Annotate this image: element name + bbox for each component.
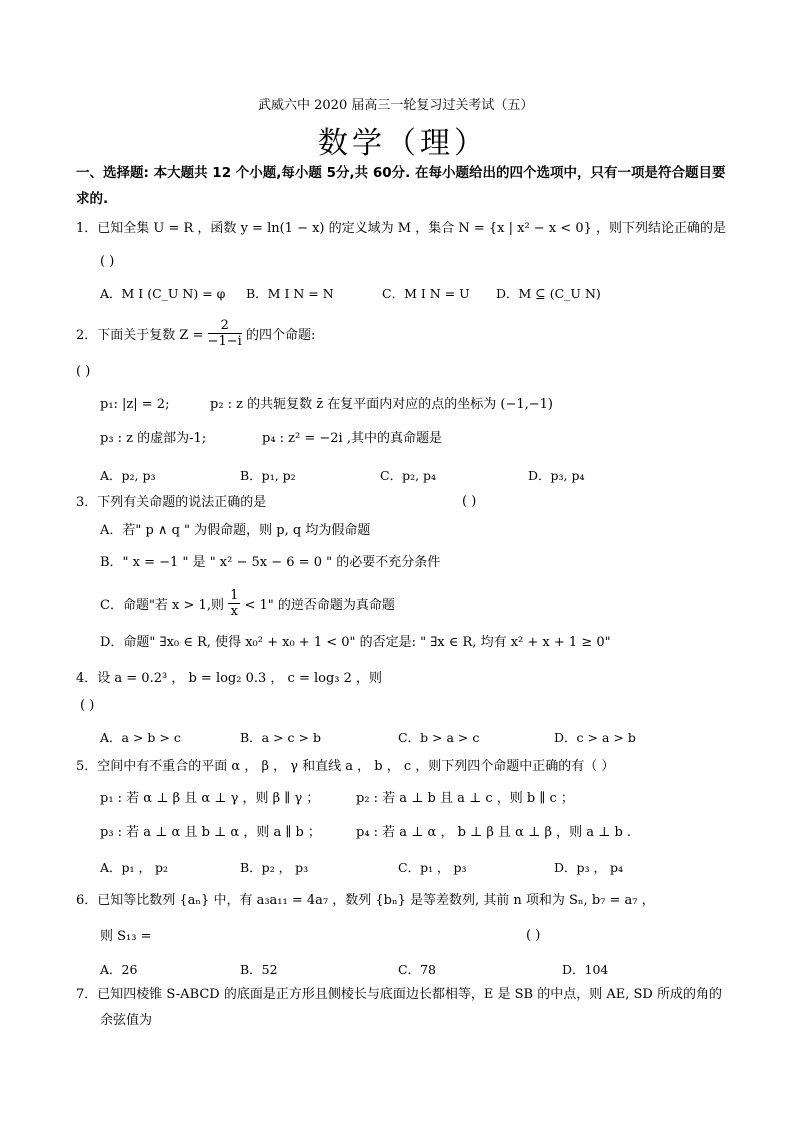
section-heading: 一、选择题: 本大题共 12 个小题,每小题 5分,共 60分. 在每小题给出的四个选项中，只有一项是符合题目要求的. [76,165,726,207]
q2-fraction [208,318,242,349]
q6-option-d: D．104 [562,962,609,977]
exam-title: 数学（理） [318,126,488,161]
q5-option-b: B．p₂ ， p₃ [240,860,309,875]
q5-prop-p3: p₃ : 若 a ⊥ α 且 b ⊥ α ，则 a ∥ b ； [100,825,321,840]
q3-option-c [100,588,395,619]
q2-option-c: C．p₂, p₄ [380,468,437,483]
q2-prop-p2: p₂ : z 的共轭复数 z̄ 在复平面内对应的点的坐标为 (−1,−1) [210,397,554,412]
q4-stem: 4．设 a = 0.2³ ， b = log₂ 0.3 ， c = log₃ 2 ，则 [76,671,383,686]
q2-option-b: B．p₁, p₂ [240,468,296,483]
q4-option-c: C．b > a > c [398,730,480,745]
q1-option-a: A．M I (C_U N) = φ [100,286,226,301]
q3-option-c-fraction [228,588,240,619]
q2-prop-p1: p₁: |z| = 2; [100,397,170,412]
q6-option-c: C．78 [398,962,436,977]
q5-prop-p1: p₁ : 若 α ⊥ β 且 α ⊥ γ ，则 β ∥ γ ； [100,791,320,806]
q5-option-c: C．p₁ ， p₃ [398,860,467,875]
q6-option-b: B．52 [240,962,278,977]
q1-answer-paren: ( ) [100,254,115,269]
q1-stem: 1．已知全集 U = R ，函数 y = ln(1 − x) 的定义域为 M ，集合 N = {x | x² − x < 0} ，则下列结论正确的是 [76,221,726,236]
q1-option-b: B．M I N = N [246,286,334,301]
q5-option-d: D．p₃ ， p₄ [554,860,623,875]
q6-stem: 6．已知等比数列 {aₙ} 中，有 a₃a₁₁ = 4a₇ ，数列 {bₙ} 是等差数列, 其前 n 项和为 Sₙ, b₇ = a₇ ， [76,893,655,908]
q3-option-c-pre: C．命题"若 x > 1,则 [100,598,224,613]
q3-option-c-post: < 1" 的逆否命题为真命题 [244,598,395,613]
q5-prop-p2: p₂ : 若 a ⊥ b 且 a ⊥ c ，则 b ∥ c ； [356,791,574,806]
q3-option-a: A．若" p ∧ q " 为假命题，则 p, q 均为假命题 [100,523,371,538]
q5-stem: 5．空间中有不重合的平面 α ， β ， γ 和直线 a ， b ， c ，则下列四个命题中正确的有（ ） [76,759,615,774]
q3-option-b: B．" x = −1 " 是 " x² − 5x − 6 = 0 " 的必要不充分条件 [100,555,441,570]
q1-option-d: D．M ⊆ (C_U N) [496,286,601,301]
q4-option-a: A．a > b > c [100,730,181,745]
q5-prop-p4: p₄ : 若 a ⊥ α ， b ⊥ β 且 α ⊥ β ，则 a ⊥ b . [356,825,632,840]
q2-answer-paren: ( ) [76,364,91,379]
q6-stem-line2: 则 S₁₃ = [100,929,152,944]
q2-option-d: D．p₃, p₄ [528,468,585,483]
q7-stem: 7．已知四棱锥 S-ABCD 的底面是正方形且侧棱长与底面边长都相等，E 是 SB 的中点，则 AE, SD 所成的角的 [76,987,722,1002]
q6-option-a: A．26 [100,962,138,977]
q5-option-a: A．p₁ ， p₂ [100,860,168,875]
q3-answer-paren: ( ) [462,494,477,509]
q2-stem [76,318,315,349]
q2-numerator: 2 [208,318,242,334]
q3-option-c-numerator: 1 [230,588,239,603]
q2-prop-p3: p₃ : z 的虚部为-1; [100,431,207,446]
q7-stem-line2: 余弦值为 [100,1013,153,1028]
q2-stem-pre: 2．下面关于复数 Z = [76,328,204,343]
q4-option-d: D．c > a > b [554,730,636,745]
q3-option-d: D．命题" ∃x₀ ∈ R, 使得 x₀² + x₀ + 1 < 0" 的否定是: " ∃x ∈ R, 均有 x² + x + 1 ≥ 0" [100,635,611,650]
q2-denominator: −1−i [207,334,242,349]
q2-stem-post: 的四个命题: [245,328,316,343]
q3-option-c-denominator: x [230,604,238,619]
q6-answer-paren: ( ) [526,928,541,943]
exam-subtitle: 武威六中 2020 届高三一轮复习过关考试（五） [258,98,534,113]
q4-option-b: B．a > c > b [240,730,321,745]
q3-stem: 3．下列有关命题的说法正确的是 [76,495,267,510]
q1-option-c: C．M I N = U [382,286,470,301]
q2-prop-p4: p₄ : z² = −2i ,其中的真命题是 [262,431,442,446]
q2-option-a: A．p₂, p₃ [100,468,156,483]
q4-answer-paren: ( ) [80,698,95,713]
